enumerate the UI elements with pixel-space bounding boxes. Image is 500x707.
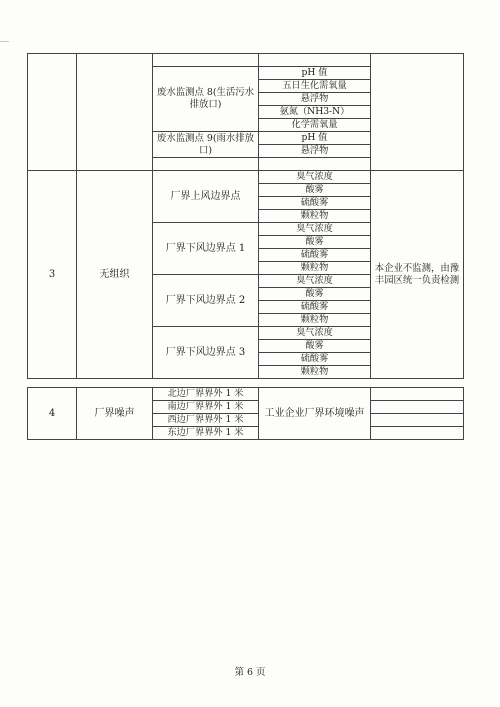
item-cell: 五日生化需氧量 <box>259 80 371 93</box>
item-cell: 悬浮物 <box>259 93 371 106</box>
item-cell: pH 值 <box>259 132 371 145</box>
item-cell: 颗粒物 <box>259 262 371 275</box>
note-cell <box>371 414 464 427</box>
item-cell: 臭气浓度 <box>259 171 371 184</box>
table-separator <box>28 379 464 388</box>
point-label: 厂界上风边界点 <box>153 171 259 223</box>
section-number: 3 <box>28 171 77 379</box>
note-cell <box>371 388 464 401</box>
point-label: 废水监测点 9(雨水排放口) <box>153 132 259 158</box>
point-label: 厂界下风边界点 1 <box>153 223 259 275</box>
item-cell: pH 值 <box>259 67 371 80</box>
item-cell: 悬浮物 <box>259 145 371 158</box>
note-cell: 本企业不监测，由豫丰园区统一负责检测 <box>371 171 464 379</box>
item-cell: 化学需氧量 <box>259 119 371 132</box>
item-cell: 臭气浓度 <box>259 327 371 340</box>
point-label: 厂界下风边界点 2 <box>153 275 259 327</box>
point-label: 废水监测点 8(生活污水排放口) <box>153 67 259 132</box>
table-row <box>28 54 464 67</box>
item-cell: 氨氮（NH3-N） <box>259 106 371 119</box>
item-cell: 硫酸雾 <box>259 197 371 210</box>
item-cell: 酸雾 <box>259 236 371 249</box>
item-cell: 工业企业厂界环境噪声 <box>259 388 371 440</box>
point-label: 厂界下风边界点 3 <box>153 327 259 379</box>
item-cell <box>153 158 259 171</box>
section-number: 4 <box>28 388 77 440</box>
item-cell: 臭气浓度 <box>259 223 371 236</box>
section-category: 无组织 <box>77 171 153 379</box>
category-cell <box>77 54 153 171</box>
monitoring-table <box>27 53 464 440</box>
item-cell: 臭气浓度 <box>259 275 371 288</box>
item-cell: 硫酸雾 <box>259 249 371 262</box>
item-cell: 颗粒物 <box>259 210 371 223</box>
item-cell: 颗粒物 <box>259 314 371 327</box>
item-cell: 酸雾 <box>259 288 371 301</box>
item-cell: 酸雾 <box>259 340 371 353</box>
page-number: 第 6 页 <box>234 667 266 678</box>
point-cell <box>153 54 259 67</box>
note-cell <box>371 54 464 171</box>
point-label: 北边厂界界外 1 米 <box>153 388 259 401</box>
item-cell: 酸雾 <box>259 184 371 197</box>
table-row <box>28 171 464 184</box>
item-cell: 颗粒物 <box>259 366 371 379</box>
item-cell <box>259 54 371 67</box>
point-label: 东边厂界界外 1 米 <box>153 427 259 440</box>
item-cell: 硫酸雾 <box>259 353 371 366</box>
scan-edge-mark <box>0 41 9 42</box>
point-label: 西边厂界界外 1 米 <box>153 414 259 427</box>
item-cell: 硫酸雾 <box>259 301 371 314</box>
point-label: 南边厂界界外 1 米 <box>153 401 259 414</box>
section-category: 厂界噪声 <box>77 388 153 440</box>
note-cell <box>371 427 464 440</box>
no-cell <box>28 54 77 171</box>
note-cell <box>371 401 464 414</box>
table-row <box>28 388 464 401</box>
